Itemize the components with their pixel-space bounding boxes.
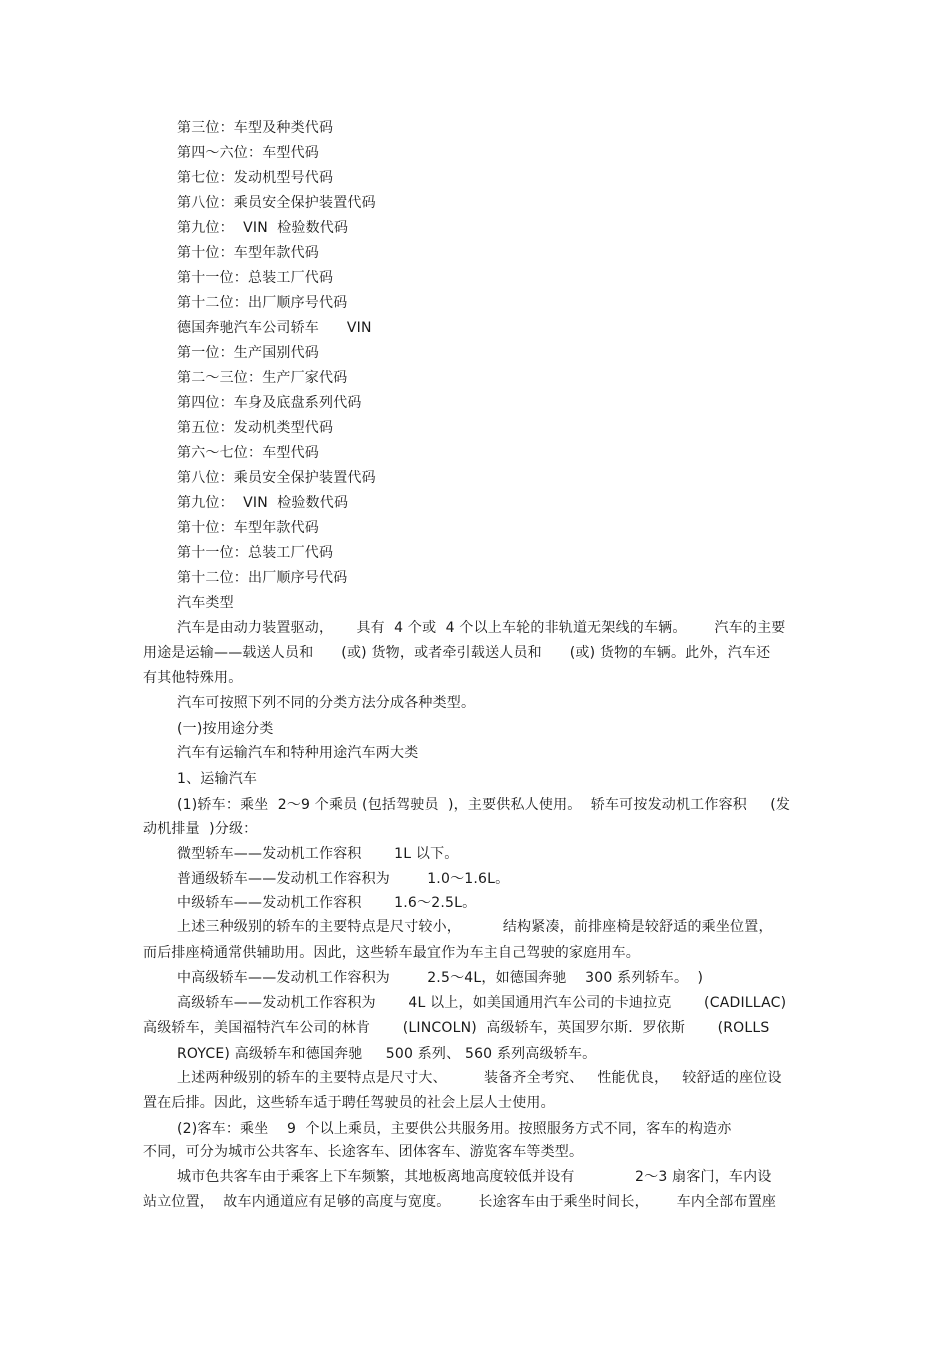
section-heading: 1、运输汽车 — [177, 771, 258, 787]
text-line: 第一位：生产国别代码 — [177, 345, 319, 361]
paragraph-line: 汽车是由动力装置驱动， 具有 4 个或 4 个以上车轮的非轨道无架线的车辆。 汽车的主要 — [177, 620, 786, 636]
text-line: 第四位：车身及底盘系列代码 — [177, 395, 362, 411]
paragraph-line: 不同，可分为城市公共客车、长途客车、团体客车、游览客车等类型。 — [143, 1144, 584, 1160]
text-line: 第十二位：出厂顺序号代码 — [177, 570, 348, 586]
section-heading: (一)按用途分类 — [177, 721, 274, 737]
text-line: 第十位：车型年款代码 — [177, 245, 319, 261]
paragraph-line: 高级轿车，美国福特汽车公司的林肯 (LINCOLN) 高级轿车，英国罗尔斯．罗依斯 (ROLLS — [143, 1020, 770, 1036]
text-line: 第八位：乘员安全保护装置代码 — [177, 195, 376, 211]
text-line: 第八位：乘员安全保护装置代码 — [177, 470, 376, 486]
text-line: 第七位：发动机型号代码 — [177, 170, 334, 186]
text-line: 第九位： VIN 检验数代码 — [177, 220, 349, 236]
paragraph-line: 微型轿车——发动机工作容积 1L 以下。 — [177, 846, 459, 862]
paragraph-line: 普通级轿车——发动机工作容积为 1.0～1.6L。 — [177, 871, 510, 887]
paragraph-line: 中高级轿车——发动机工作容积为 2.5～4L，如德国奔驰 300 系列轿车。 ) — [177, 970, 704, 986]
text-line: 第十位：车型年款代码 — [177, 520, 319, 536]
text-line: 第四～六位：车型代码 — [177, 145, 319, 161]
text-line: 第二～三位：生产厂家代码 — [177, 370, 348, 386]
paragraph-line: 高级轿车——发动机工作容积为 4L 以上，如美国通用汽车公司的卡迪拉克 (CADILLAC) — [177, 995, 787, 1011]
text-line: 第十一位：总装工厂代码 — [177, 545, 334, 561]
text-line: 第十一位：总装工厂代码 — [177, 270, 334, 286]
paragraph-line: 汽车可按照下列不同的分类方法分成各种类型。 — [177, 695, 476, 711]
paragraph-line: 中级轿车——发动机工作容积 1.6～2.5L。 — [177, 895, 477, 911]
paragraph-line: 上述三种级别的轿车的主要特点是尺寸较小， 结构紧凑，前排座椅是较舒适的乘坐位置， — [177, 919, 773, 935]
paragraph-line: 置在后排。因此，这些轿车适于聘任驾驶员的社会上层人士使用。 — [143, 1095, 555, 1111]
paragraph-line: 站立位置， 故车内通道应有足够的高度与宽度。 长途客车由于乘坐时间长， 车内全部布置座 — [143, 1194, 777, 1210]
paragraph-line: 而后排座椅通常供辅助用。因此，这些轿车最宜作为车主自己驾驶的家庭用车。 — [143, 945, 640, 961]
text-line: 第六～七位：车型代码 — [177, 445, 319, 461]
paragraph-line: 城市色共客车由于乘客上下车频繁，其地板离地高度较低并设有 2～3 扇客门，车内设 — [177, 1169, 772, 1185]
paragraph-line: (2)客车：乘坐 9 个以上乘员，主要供公共服务用。按照服务方式不同，客车的构造亦 — [177, 1121, 732, 1137]
text-line: 第五位：发动机类型代码 — [177, 420, 334, 436]
paragraph-line: 上述两种级别的轿车的主要特点是尺寸大、 装备齐全考究、 性能优良， 较舒适的座位设 — [177, 1070, 782, 1086]
paragraph-line: 动机排量 )分级： — [143, 821, 258, 837]
section-heading: 德国奔驰汽车公司轿车 VIN — [177, 320, 372, 336]
text-line: 第三位：车型及种类代码 — [177, 120, 334, 136]
paragraph-line: 汽车有运输汽车和特种用途汽车两大类 — [177, 745, 419, 761]
text-line: 第九位： VIN 检验数代码 — [177, 495, 349, 511]
paragraph-line: 用途是运输——载送人员和 (或) 货物，或者牵引载送人员和 (或) 货物的车辆。此外，汽车还 — [143, 645, 771, 661]
text-line: 第十二位：出厂顺序号代码 — [177, 295, 348, 311]
paragraph-line: (1)轿车：乘坐 2～9 个乘员 (包括驾驶员 )，主要供私人使用。 轿车可按发动机工作容积 (发 — [177, 797, 791, 813]
paragraph-line: ROYCE) 高级轿车和德国奔驰 500 系列、 560 系列高级轿车。 — [177, 1046, 597, 1062]
paragraph-line: 有其他特殊用。 — [143, 670, 243, 686]
section-heading: 汽车类型 — [177, 595, 234, 611]
